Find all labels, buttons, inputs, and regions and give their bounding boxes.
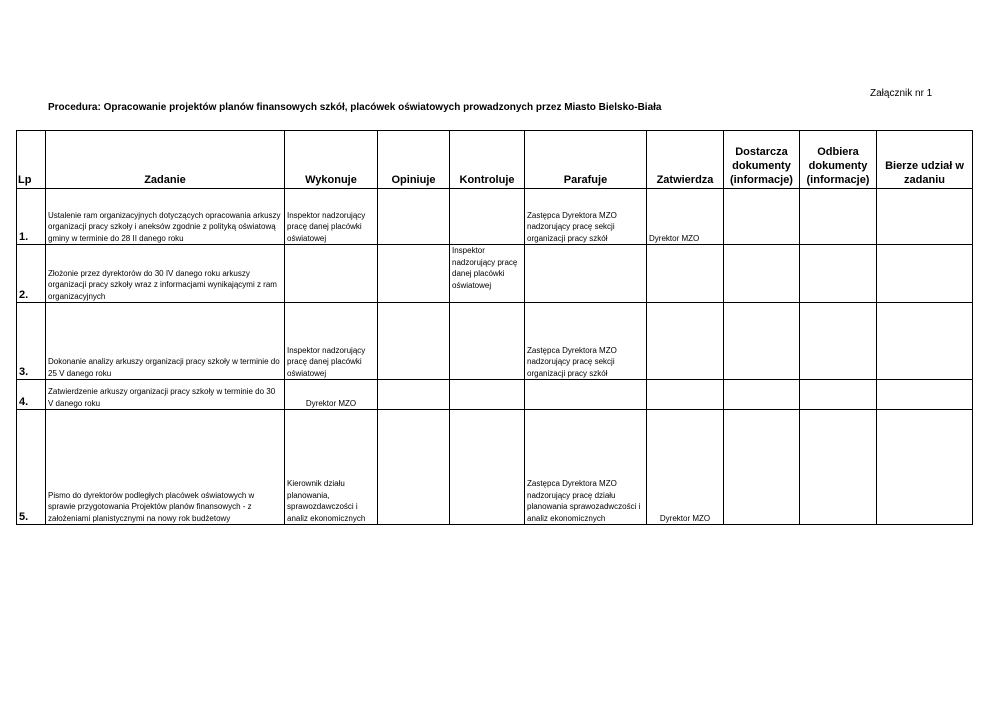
cell-odbiera [800, 245, 877, 303]
col-header-wykonuje: Wykonuje [285, 131, 378, 189]
table-row [17, 380, 973, 410]
col-header-zadanie: Zadanie [46, 131, 285, 189]
cell-odbiera [800, 189, 877, 245]
table-header-row [17, 131, 973, 189]
cell-opiniuje [378, 380, 450, 410]
col-header-kontroluje: Kontroluje [450, 131, 525, 189]
cell-zatwierdza: Dyrektor MZO [647, 410, 724, 525]
cell-zadanie: Ustalenie ram organizacyjnych dotyczących opracowania arkuszy organizacji pracy szkoły i aneksów zgodnie z polityką oświatową gminy w terminie do 28 II danego roku [46, 189, 285, 245]
cell-lp: 1. [17, 189, 46, 245]
cell-bierze [877, 410, 973, 525]
cell-dostarcza [724, 245, 800, 303]
cell-parafuje: Zastępca Dyrektora MZO nadzorujący pracę sekcji organizacji pracy szkół [525, 189, 647, 245]
cell-kontroluje: Inspektor nadzorujący pracę danej placówki oświatowej [450, 245, 525, 303]
cell-wykonuje [285, 245, 378, 303]
cell-odbiera [800, 410, 877, 525]
cell-kontroluje [450, 189, 525, 245]
cell-kontroluje [450, 303, 525, 380]
cell-lp: 2. [17, 245, 46, 303]
cell-zadanie: Pismo do dyrektorów podległych placówek oświatowych w sprawie przygotowania Projektów planów finansowych - z założeniami planistycznymi na nowy rok budżetowy [46, 410, 285, 525]
table-row [17, 410, 973, 525]
cell-zatwierdza [647, 380, 724, 410]
col-header-dostarcza: Dostarcza dokumenty (informacje) [724, 131, 800, 189]
cell-opiniuje [378, 189, 450, 245]
cell-zatwierdza [647, 303, 724, 380]
col-header-zatwierdza: Zatwierdza [647, 131, 724, 189]
cell-dostarcza [724, 189, 800, 245]
procedure-title: Procedura: Opracowanie projektów planów finansowych szkół, placówek oświatowych prowadzonych przez Miasto Bielsko-Biała [48, 102, 662, 113]
attachment-label: Załącznik nr 1 [870, 88, 933, 99]
cell-odbiera [800, 380, 877, 410]
cell-opiniuje [378, 245, 450, 303]
table-row [17, 245, 973, 303]
cell-wykonuje: Kierownik działu planowania, sprawozdawczości i analiz ekonomicznych [285, 410, 378, 525]
cell-kontroluje [450, 410, 525, 525]
cell-zatwierdza: Dyrektor MZO [647, 189, 724, 245]
col-header-lp: Lp [17, 131, 46, 189]
cell-dostarcza [724, 410, 800, 525]
cell-parafuje [525, 380, 647, 410]
procedure-table [16, 130, 973, 525]
cell-odbiera [800, 303, 877, 380]
col-header-bierze: Bierze udział w zadaniu [877, 131, 973, 189]
cell-zadanie: Zatwierdzenie arkuszy organizacji pracy szkoły w terminie do 30 V danego roku [46, 380, 285, 410]
table-row [17, 303, 973, 380]
cell-dostarcza [724, 303, 800, 380]
cell-bierze [877, 245, 973, 303]
cell-wykonuje: Inspektor nadzorujący pracę danej placówki oświatowej [285, 189, 378, 245]
cell-parafuje: Zastępca Dyrektora MZO nadzorujący pracę działu planowania sprawozadwczości i analiz ekonomicznych [525, 410, 647, 525]
cell-dostarcza [724, 380, 800, 410]
cell-opiniuje [378, 303, 450, 380]
cell-parafuje [525, 245, 647, 303]
cell-zadanie: Dokonanie analizy arkuszy organizacji pracy szkoły w terminie do 25 V danego roku [46, 303, 285, 380]
cell-opiniuje [378, 410, 450, 525]
cell-lp: 4. [17, 380, 46, 410]
cell-bierze [877, 303, 973, 380]
col-header-opiniuje: Opiniuje [378, 131, 450, 189]
cell-lp: 5. [17, 410, 46, 525]
cell-wykonuje: Inspektor nadzorujący pracę danej placówki oświatowej [285, 303, 378, 380]
table-row [17, 189, 973, 245]
cell-bierze [877, 380, 973, 410]
cell-zadanie: Złożonie przez dyrektorów do 30 IV danego roku arkuszy organizacji pracy szkoły wraz z informacjami wynikającymi z ram organizacyjnych [46, 245, 285, 303]
cell-bierze [877, 189, 973, 245]
col-header-parafuje: Parafuje [525, 131, 647, 189]
cell-zatwierdza [647, 245, 724, 303]
cell-lp: 3. [17, 303, 46, 380]
cell-kontroluje [450, 380, 525, 410]
cell-parafuje: Zastępca Dyrektora MZO nadzorujący pracę sekcji organizacji pracy szkół [525, 303, 647, 380]
col-header-odbiera: Odbiera dokumenty (informacje) [800, 131, 877, 189]
cell-wykonuje: Dyrektor MZO [285, 380, 378, 410]
